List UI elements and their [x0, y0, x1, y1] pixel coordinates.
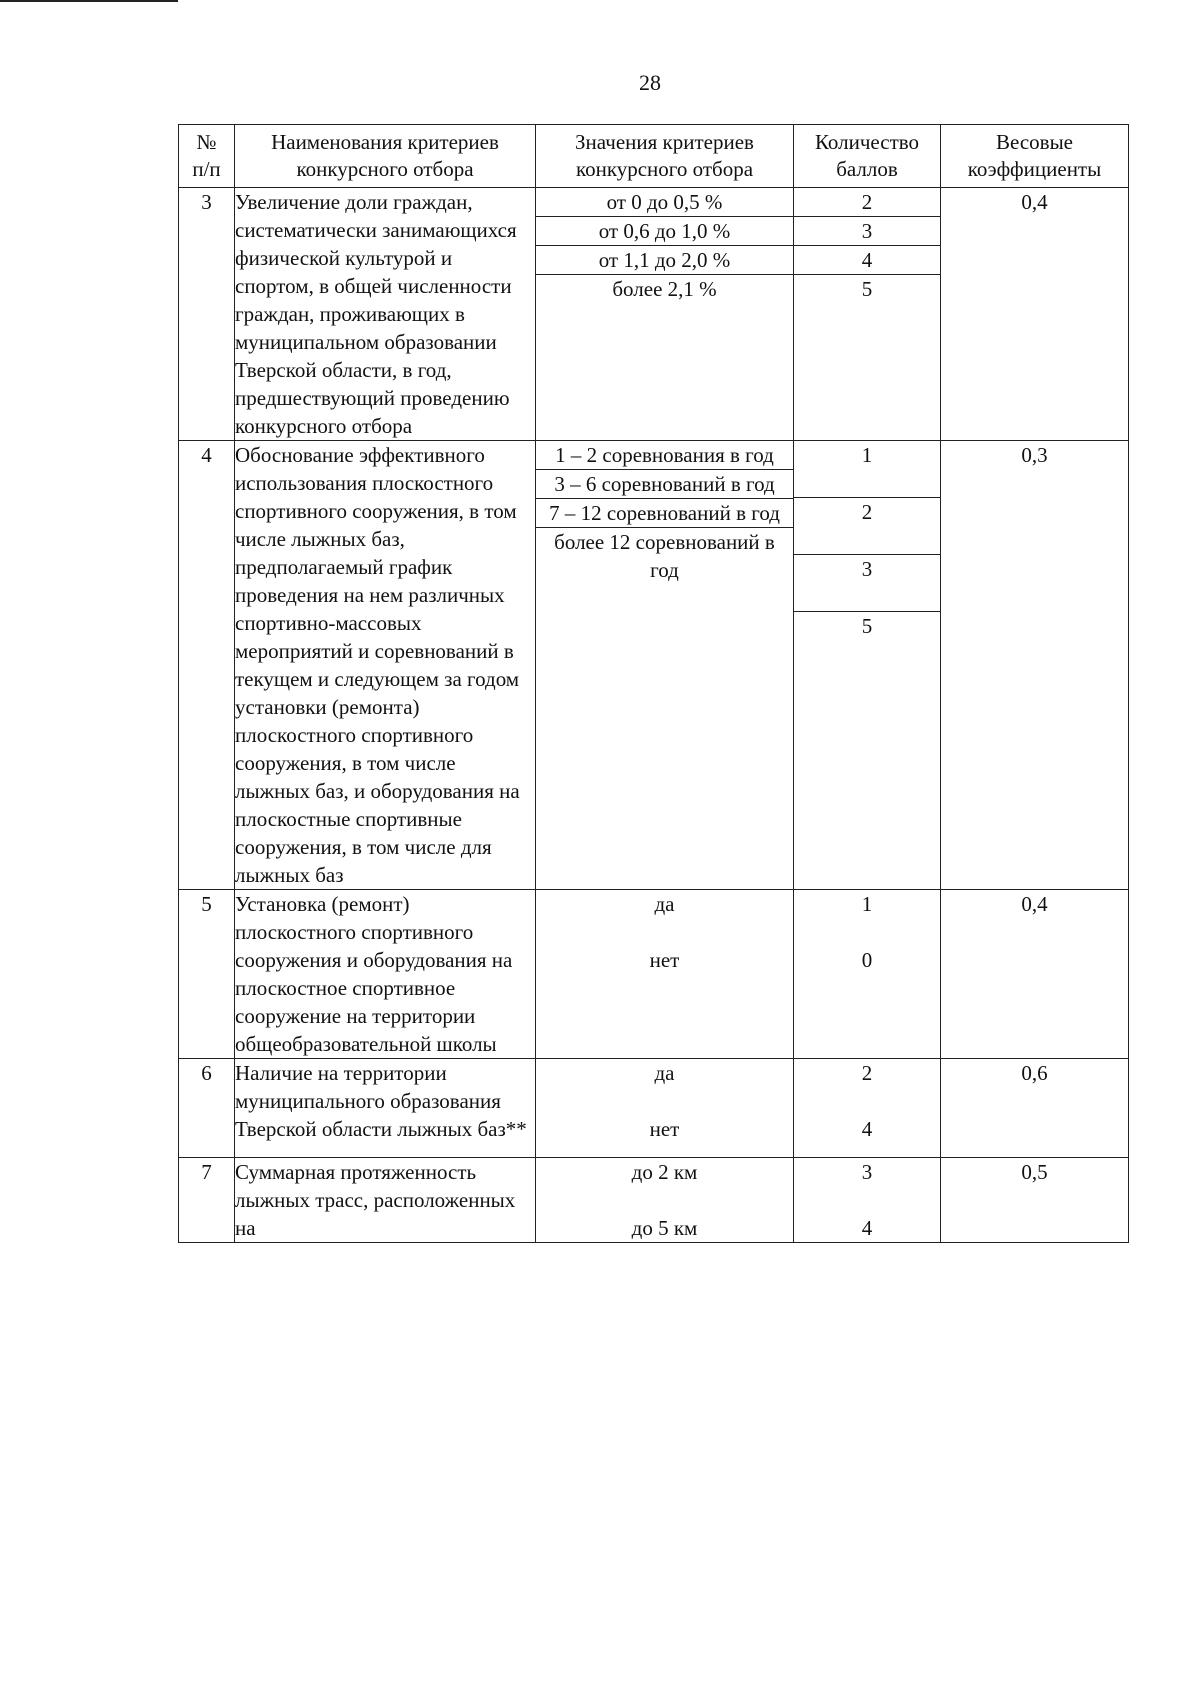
row-number: 4: [179, 441, 235, 890]
value-item: более 12 соревнований в год: [554, 530, 775, 582]
header-points: Количество баллов: [794, 125, 941, 188]
points-item: 3: [861, 1160, 873, 1184]
value-item: нет: [649, 1117, 680, 1141]
weight-coefficient: 0,5: [941, 1158, 1129, 1243]
criterion-name: Суммарная протяженность лыжных трасс, расположенных на: [235, 1158, 536, 1243]
value-item: 1 – 2 соревнования в год: [536, 441, 793, 470]
criterion-points: [794, 890, 941, 1059]
points-item: 1: [861, 892, 873, 916]
criterion-name: Наличие на территории муниципального образования Тверской области лыжных баз**: [235, 1059, 536, 1158]
page-number: 28: [639, 70, 661, 95]
criterion-points: [794, 1059, 941, 1158]
points-item: 2: [794, 188, 940, 217]
value-item: от 0,6 до 1,0 %: [536, 217, 793, 246]
criterion-values: [536, 188, 794, 441]
criterion-points: [794, 188, 941, 441]
row-number: 7: [179, 1158, 235, 1243]
header-name: Наименования критериев конкурсного отбора: [235, 125, 536, 188]
points-item: 4: [861, 1117, 873, 1141]
criterion-values: [536, 1059, 794, 1158]
table-row: [179, 890, 1129, 1059]
criterion-name: Установка (ремонт) плоскостного спортивного сооружения и оборудования на плоскостное спортивное сооружение на территории общеобразовательной школы: [235, 890, 536, 1059]
value-item: до 5 км: [631, 1216, 698, 1240]
points-item: 2: [861, 1061, 873, 1085]
header-weights: Весовые коэффициенты: [941, 125, 1129, 188]
weight-coefficient: 0,4: [941, 890, 1129, 1059]
points-item: 5: [861, 277, 873, 301]
points-item: 0: [861, 948, 873, 972]
value-item: от 0 до 0,5 %: [536, 188, 793, 217]
criterion-points: [794, 1158, 941, 1243]
row-number: 5: [179, 890, 235, 1059]
header-row: [179, 125, 1129, 188]
criterion-values: [536, 441, 794, 890]
value-item: до 2 км: [631, 1160, 698, 1184]
points-item: 4: [794, 246, 940, 275]
row-number: 3: [179, 188, 235, 441]
criterion-values: [536, 1158, 794, 1243]
points-item: 5: [861, 614, 873, 638]
corner-line: [0, 0, 178, 2]
table-row: [179, 1158, 1129, 1243]
criterion-name: Увеличение доли граждан, систематически занимающихся физической культурой и спортом, в общей численности граждан, проживающих в муниципальном образовании Тверской области, в год, предшествующий проведению конкурсного отбора: [235, 188, 536, 441]
points-item: 4: [861, 1216, 873, 1240]
header-values: Значения критериев конкурсного отбора: [536, 125, 794, 188]
weight-coefficient: 0,4: [941, 188, 1129, 441]
points-item: 3: [794, 555, 940, 612]
value-item: да: [654, 1061, 675, 1085]
weight-coefficient: 0,6: [941, 1059, 1129, 1158]
criterion-points: [794, 441, 941, 890]
criterion-name: Обоснование эффективного использования плоскостного спортивного сооружения, в том числе лыжных баз, предполагаемый график проведения на нем различных спортивно-массовых мероприятий и соревнований в текущем и следующем за годом установки (ремонта) плоскостного спортивного сооружения, в том числе лыжных баз, и оборудования на плоскостные спортивные сооружения, в том числе для лыжных баз: [235, 441, 536, 890]
points-item: 2: [794, 498, 940, 555]
value-item: нет: [649, 948, 680, 972]
points-item: 3: [794, 217, 940, 246]
criteria-table: [178, 124, 1129, 1243]
value-item: от 1,1 до 2,0 %: [536, 246, 793, 275]
value-item: да: [654, 892, 675, 916]
table-row: [179, 441, 1129, 890]
row-number: 6: [179, 1059, 235, 1158]
value-item: 7 – 12 соревнований в год: [536, 499, 793, 528]
table-row: [179, 1059, 1129, 1158]
header-num: № п/п: [179, 125, 235, 188]
value-item: 3 – 6 соревнований в год: [536, 470, 793, 499]
points-item: 1: [794, 441, 940, 498]
weight-coefficient: 0,3: [941, 441, 1129, 890]
value-item: более 2,1 %: [612, 277, 717, 301]
criterion-values: [536, 890, 794, 1059]
table-row: [179, 188, 1129, 441]
